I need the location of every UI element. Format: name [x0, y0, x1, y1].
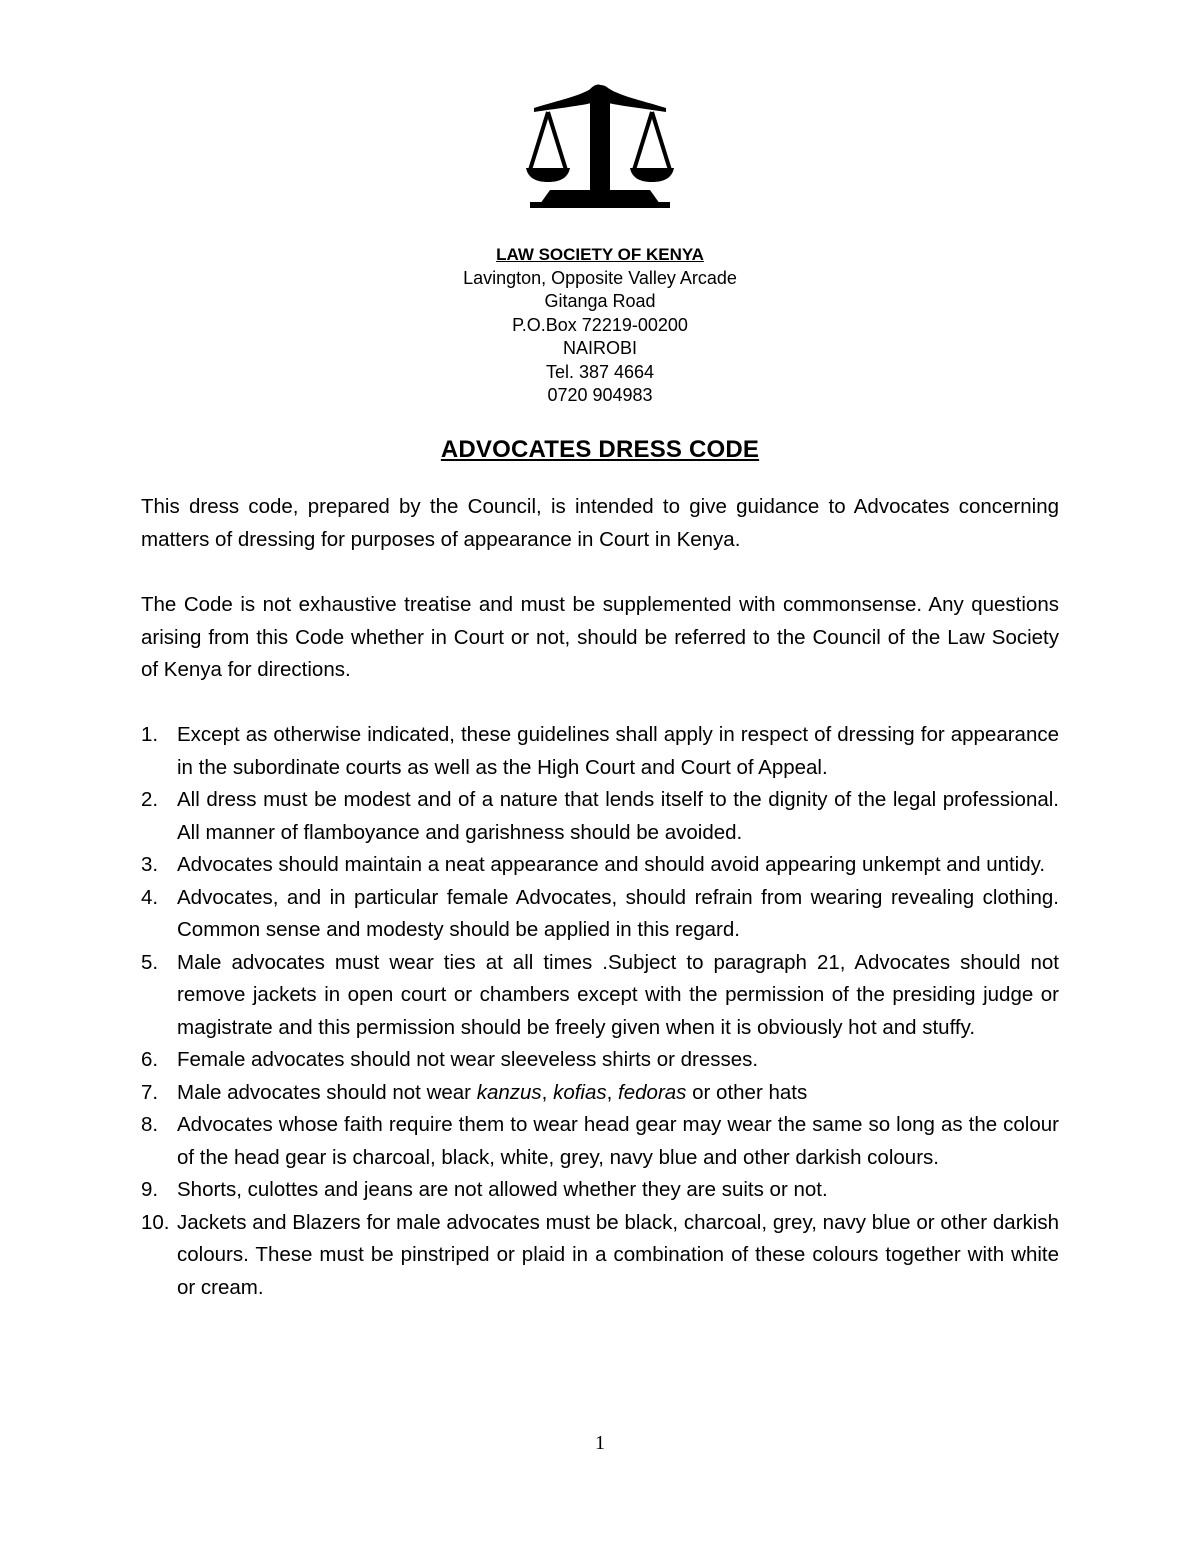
address-line: Gitanga Road — [544, 291, 656, 311]
address-line: 0720 904983 — [547, 385, 653, 405]
address-line: P.O.Box 72219-00200 — [512, 314, 688, 335]
list-item — [141, 1174, 1059, 1207]
page-number: 1 — [595, 1432, 605, 1454]
list-number: 4. — [141, 885, 159, 909]
address-line: Tel. 387 4664 — [545, 361, 655, 382]
address-line: NAIROBI — [562, 338, 637, 358]
list-number: 8. — [141, 1113, 159, 1136]
rules-list — [141, 719, 1059, 1304]
list-number: 9. — [141, 1178, 159, 1201]
list-item — [141, 1077, 1059, 1110]
list-item-text: Advocates, and in particular female Advocates, should refrain from wearing revealing clothing. Common sense and modesty should be applied in this regard. — [177, 885, 1059, 941]
list-item-text: Advocates whose faith require them to wear head gear may wear the same so long as the colour of the head gear is charcoal, black, white, grey, navy blue and other darkish colours. — [177, 1113, 1059, 1169]
list-number: 5. — [141, 950, 159, 974]
list-number: 2. — [141, 788, 159, 811]
list-item — [141, 1044, 1059, 1077]
italic-term: fedoras — [618, 1080, 687, 1104]
list-item — [141, 1207, 1059, 1305]
intro-paragraph: This dress code, prepared by the Council, is intended to give guidance to Advocates concerning matters of dressing for purposes of appearance in Court in Kenya. — [141, 495, 1059, 551]
italic-term: kofias — [553, 1080, 607, 1104]
list-item — [141, 784, 1059, 849]
italic-term: kanzus — [476, 1080, 542, 1104]
list-item — [141, 947, 1059, 1045]
intro-paragraph: The Code is not exhaustive treatise and must be supplemented with commonsense. Any questions arising from this Code whether in Court or not, should be referred to the Council of the Law Society of Kenya for directions. — [141, 593, 1059, 681]
letterhead — [0, 243, 1200, 408]
separator: , — [541, 1080, 554, 1104]
organization-name: LAW SOCIETY OF KENYA — [496, 245, 704, 264]
list-item — [141, 1109, 1059, 1174]
list-number: 6. — [141, 1048, 159, 1071]
list-item — [141, 882, 1059, 947]
list-number: 10. — [141, 1210, 170, 1234]
list-item-text — [177, 1081, 807, 1104]
list-item-text-part: Male advocates should not wear — [177, 1080, 477, 1104]
scales-of-justice-icon — [520, 82, 680, 214]
list-item-text: Female advocates should not wear sleeveless shirts or dresses. — [177, 1048, 759, 1071]
list-item-text: Shorts, culottes and jeans are not allowed whether they are suits or not. — [177, 1178, 828, 1201]
separator: , — [606, 1080, 619, 1104]
list-number: 1. — [141, 723, 159, 746]
list-number: 3. — [141, 853, 159, 876]
list-item-text: Jackets and Blazers for male advocates must be black, charcoal, grey, navy blue or other darkish colours. These must be pinstriped or plaid in a combination of these colours together with white or cream. — [177, 1210, 1059, 1299]
document-title: ADVOCATES DRESS CODE — [440, 436, 760, 463]
list-number: 7. — [141, 1080, 159, 1104]
list-item — [141, 849, 1059, 882]
list-item — [141, 719, 1059, 784]
list-item-text: Advocates should maintain a neat appearance and should avoid appearing unkempt and untidy. — [177, 853, 1046, 876]
list-item-text-part: or other hats — [686, 1080, 808, 1104]
address-line: Lavington, Opposite Valley Arcade — [463, 267, 737, 288]
list-item-text: All dress must be modest and of a nature that lends itself to the dignity of the legal professional. All manner of flamboyance and garishness should be avoided. — [177, 788, 1059, 844]
list-item-text: Except as otherwise indicated, these guidelines shall apply in respect of dressing for appearance in the subordinate courts as well as the High Court and Court of Appeal. — [177, 723, 1059, 779]
list-item-text: Male advocates must wear ties at all times .Subject to paragraph 21, Advocates should not remove jackets in open court or chambers except with the permission of the presiding judge or magistrate and this permission should be freely given when it is obviously hot and stuffy. — [177, 950, 1059, 1039]
